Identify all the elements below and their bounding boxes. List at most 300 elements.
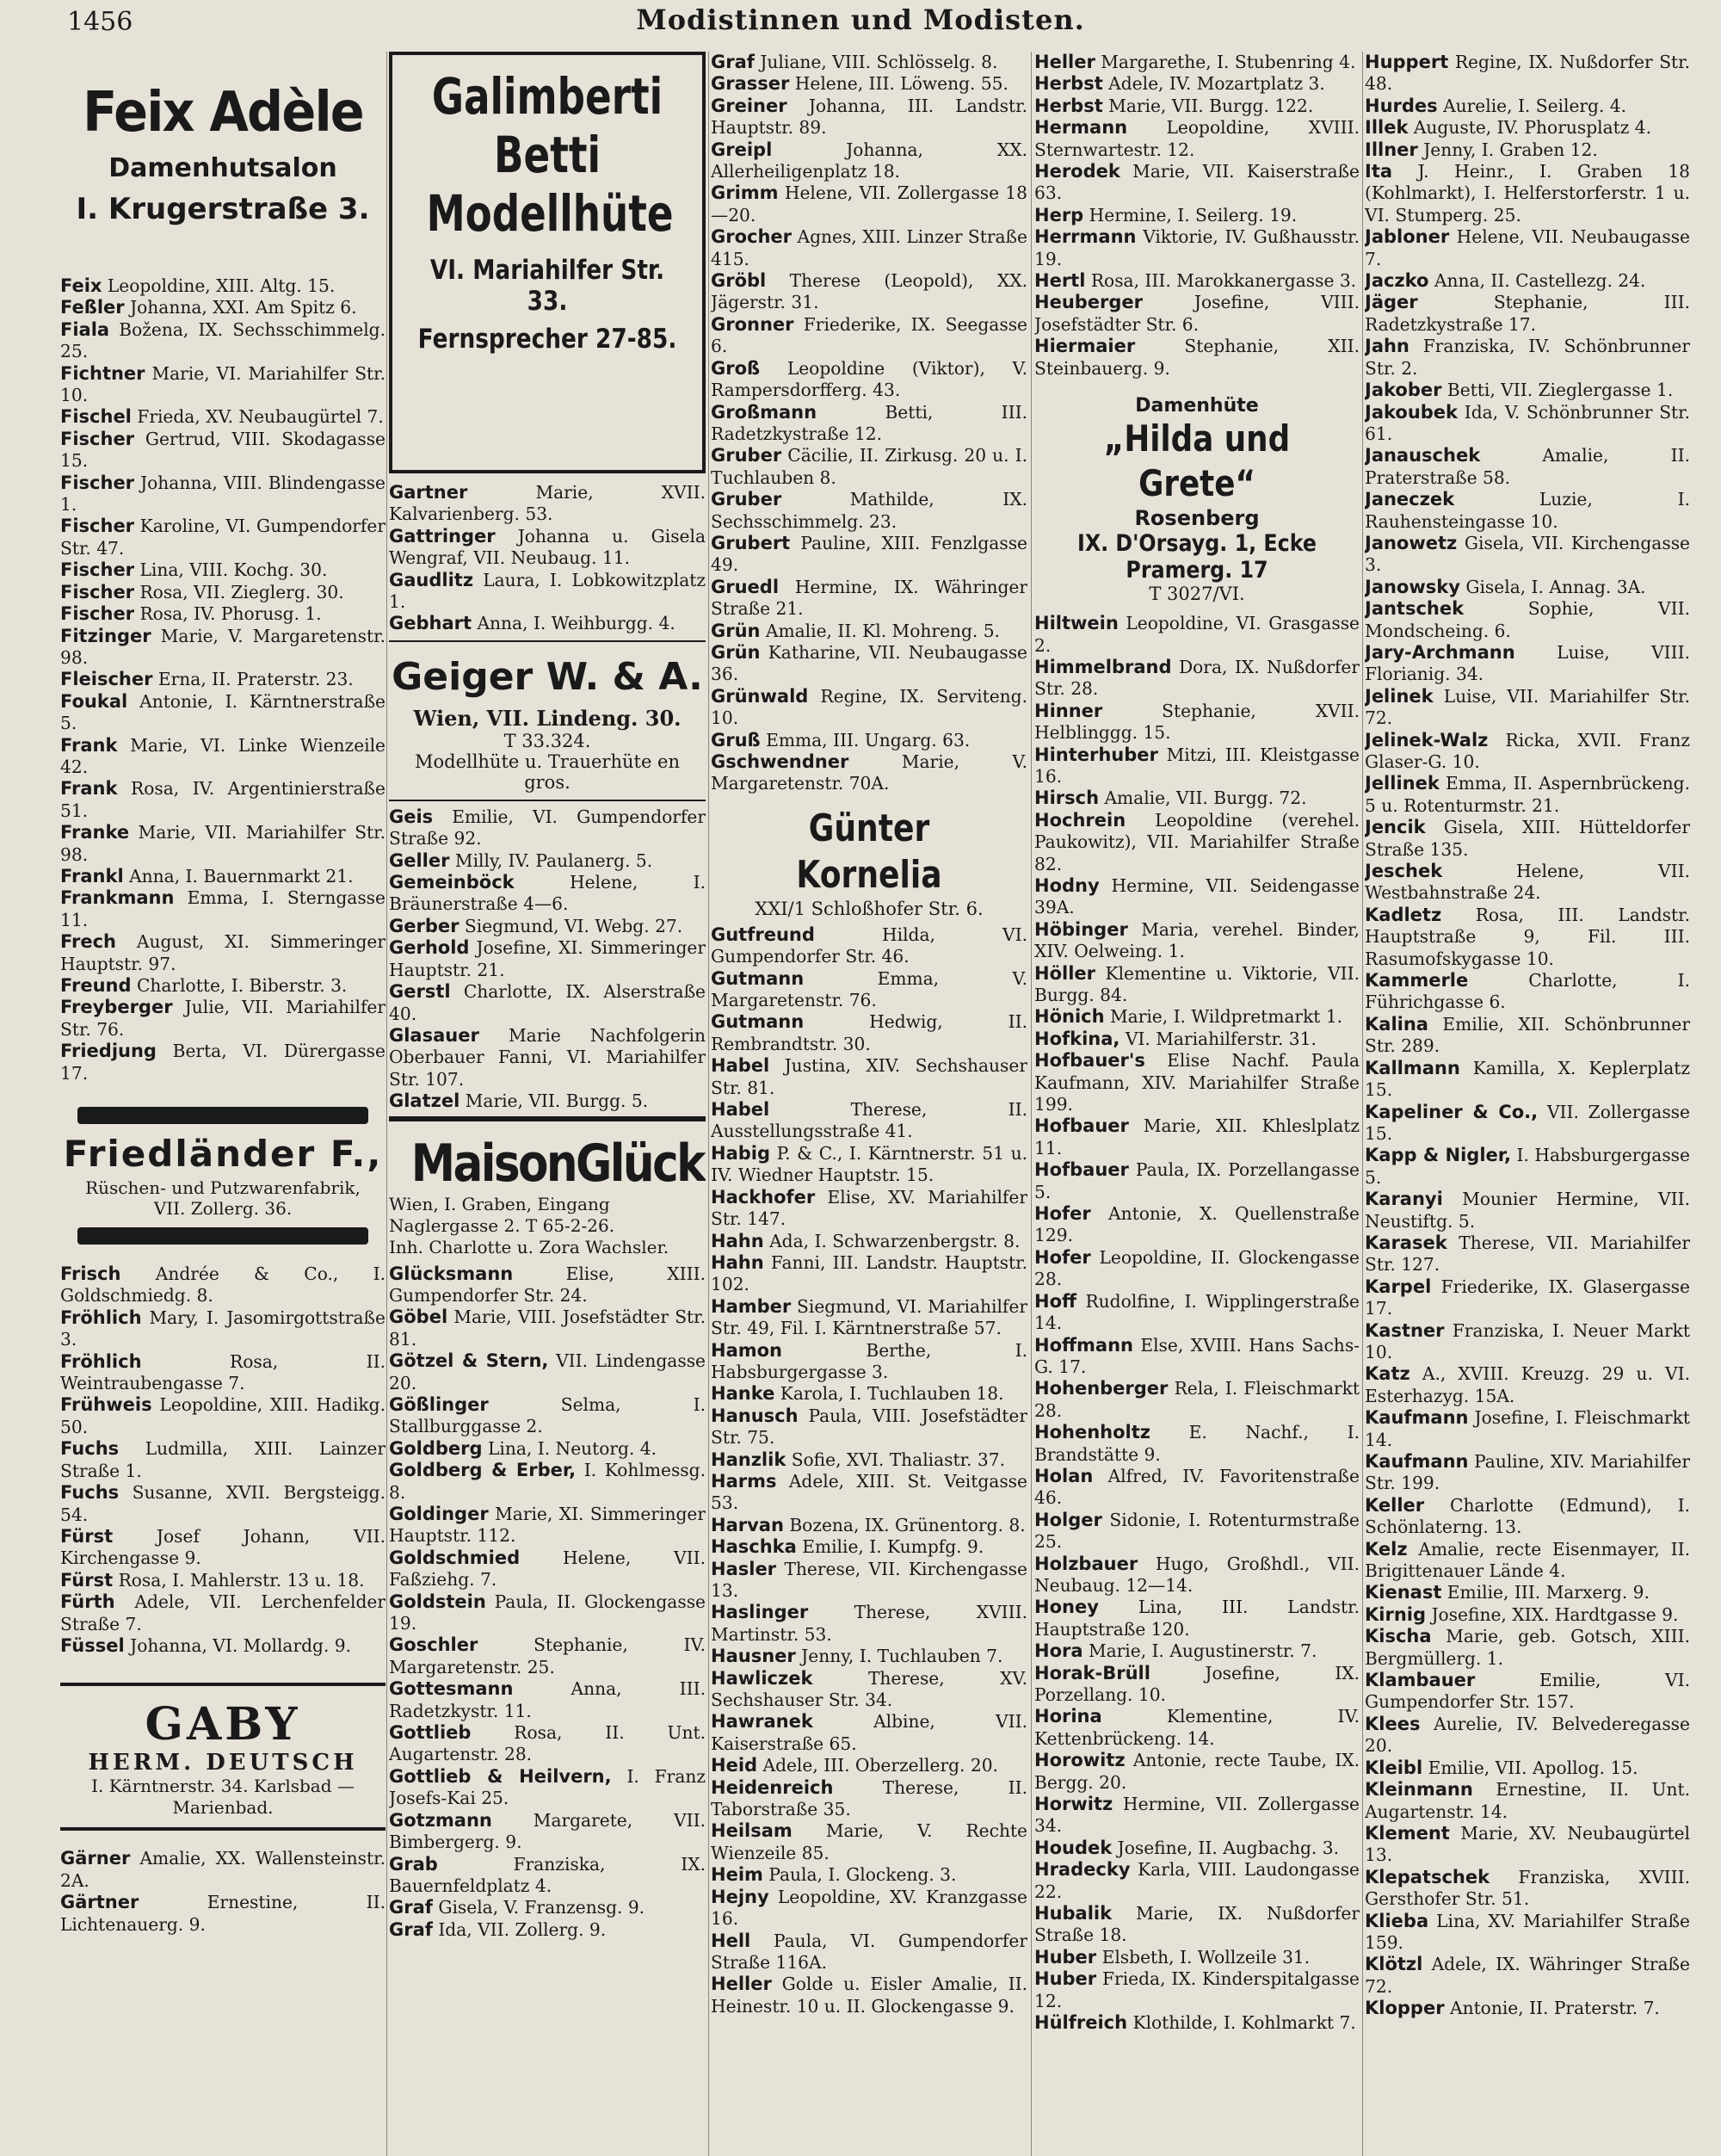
ad-geiger-tel: T 33.324. [503, 730, 591, 751]
entry-address: Emilie, VI. Gumpendorfer Str. 157. [1365, 1670, 1690, 1713]
entry-name: Höbinger [1034, 918, 1128, 940]
entry-address: Amalie, II. Kl. Mohreng. 5. [765, 620, 1000, 641]
directory-entry [1365, 1320, 1690, 1364]
entry-name: Hofer [1034, 1203, 1091, 1225]
directory-entry [711, 139, 1027, 183]
directory-entry [711, 621, 1027, 642]
entry-address: Margarethe, I. Stubenring 4. [1101, 52, 1356, 72]
ad-hilda-addr: IX. D'Orsayg. 1, Ecke Pramerg. 17 [1076, 530, 1317, 584]
entry-name: Kischa [1365, 1626, 1432, 1647]
entry-address: Frieda, IX. Kinderspitalgasse 12. [1034, 1968, 1360, 2011]
entry-name: Fitzinger [60, 625, 151, 646]
entry-name: Klötzl [1365, 1954, 1423, 1975]
entry-list [1034, 613, 1360, 2034]
entry-address: Helene, VII. Zollergasse 18—20. [711, 182, 1027, 225]
directory-entry [1365, 861, 1690, 905]
entry-name: Jakoubek [1365, 401, 1459, 423]
entry-name: Fischer [60, 428, 135, 449]
entry-name: Kastner [1365, 1319, 1445, 1341]
entry-address: Mitzi, III. Kleistgasse 16. [1034, 744, 1360, 787]
entry-address: Stephanie, XII. Steinbauerg. 9. [1034, 336, 1360, 379]
entry-address: Emma, III. Ungarg. 63. [766, 729, 971, 751]
ad-geiger-line1: Wien, VII. Lindeng. 30. [413, 705, 682, 731]
column-4 [1034, 52, 1360, 2156]
column-2 [389, 52, 706, 2156]
entry-address: Therese, II. Taborstraße 35. [711, 1776, 1027, 1820]
entry-name: Freund [60, 975, 132, 996]
entry-name: Hofbauer's [1034, 1050, 1145, 1072]
directory-entry [1034, 744, 1360, 788]
entry-address: Agnes, XIII. Linzer Straße 415. [711, 226, 1027, 269]
directory-entry [60, 1482, 386, 1526]
directory-entry [60, 691, 386, 735]
directory-entry [1034, 1050, 1360, 1115]
directory-entry [711, 924, 1027, 968]
entry-address: Justina, XIV. Sechshauser Str. 81. [711, 1055, 1027, 1098]
entry-name: Großmann [711, 401, 817, 423]
entry-name: Gaudlitz [389, 569, 474, 590]
directory-entry [60, 406, 386, 428]
directory-entry [1034, 161, 1360, 205]
entry-address: Marie, VII. Mariahilfer Str. 98. [60, 822, 386, 865]
entry-address: P. & C., I. Kärntnerstr. 51 u. IV. Wiedner Hauptstr. 15. [711, 1142, 1027, 1186]
entry-name: Kaufmann [1365, 1407, 1469, 1429]
entry-address: Paula, I. Glockeng. 3. [768, 1864, 957, 1886]
entry-name: Hejny [711, 1886, 769, 1907]
entry-name: Heller [1034, 52, 1095, 72]
entry-address: Ida, VII. Zollerg. 9. [438, 1918, 607, 1940]
entry-address: Rosa, III. Landstr. Hauptstraße 9, Fil. III. Rasumofskygasse 10. [1365, 904, 1690, 969]
entry-name: Friedjung [60, 1041, 157, 1062]
entry-address: Marie, VII. Kaiserstraße 63. [1034, 161, 1360, 204]
directory-entry [1034, 73, 1360, 95]
directory-entry [389, 613, 706, 634]
entry-name: Heid [711, 1755, 758, 1776]
entry-name: Grimm [711, 182, 779, 204]
entry-name: Kallmann [1365, 1057, 1460, 1078]
entry-address: Mathilde, IX. Sechsschimmelg. 23. [711, 489, 1027, 532]
directory-entry [711, 642, 1027, 686]
directory-entry [711, 1820, 1027, 1864]
entry-name: Jellinek [1365, 773, 1440, 794]
directory-entry [1034, 657, 1360, 701]
entry-address: Rela, I. Fleischmarkt 28. [1034, 1378, 1360, 1421]
entry-list [1365, 52, 1690, 2020]
entry-address: Rudolfine, I. Wipplingerstraße 14. [1034, 1290, 1360, 1334]
entry-address: Franziska, I. Neuer Markt 10. [1365, 1319, 1690, 1362]
entry-name: Gruedl [711, 576, 780, 597]
directory-entry [389, 872, 706, 916]
entry-name: Frühweis [60, 1394, 152, 1416]
directory-entry [711, 1011, 1027, 1055]
entry-name: Gattringer [389, 525, 496, 547]
entry-address: Stephanie, XVII. Helblinggg. 15. [1034, 700, 1360, 744]
entry-name: Holger [1034, 1509, 1102, 1530]
entry-address: Leopoldine, II. Glockengasse 28. [1034, 1246, 1360, 1290]
entry-address: Kamilla, X. Keplerplatz 15. [1365, 1057, 1690, 1101]
entry-list [60, 1263, 386, 1657]
directory-entry [1365, 1954, 1690, 1998]
entry-address: Hermine, VII. Seidengasse 39A. [1034, 874, 1360, 918]
entry-name: Gerber [389, 915, 460, 936]
entry-name: Fürst [60, 1569, 114, 1591]
entry-name: Heuberger [1034, 292, 1144, 313]
entry-name: Gemeinböck [389, 872, 515, 893]
ad-gaby-sub: HERM. DEUTSCH [88, 1750, 358, 1776]
directory-entry [1034, 1422, 1360, 1466]
entry-name: Fiala [60, 318, 110, 340]
entry-name: Hahn [711, 1230, 764, 1251]
entry-address: Marie, VII. Burgg. 5. [465, 1090, 649, 1112]
directory-entry [1034, 226, 1360, 270]
directory-entry [1365, 1582, 1690, 1603]
entry-address: Emma, I. Sterngasse 11. [60, 887, 386, 930]
directory-entry [1034, 96, 1360, 117]
directory-entry [60, 429, 386, 473]
entry-address: Karoline, VI. Gumpendorfer Str. 47. [60, 516, 386, 559]
entry-name: Kaufmann [1365, 1451, 1469, 1472]
entry-name: Glasauer [389, 1024, 479, 1046]
entry-name: Graf [711, 52, 755, 72]
directory-entry [711, 686, 1027, 730]
entry-address: Marie Nachfolgerin Oberbauer Fanni, VI. Mariahilfer Str. 107. [389, 1024, 706, 1090]
entry-name: Herodek [1034, 161, 1120, 182]
entry-address: Helene, III. Löweng. 55. [794, 73, 1009, 95]
entry-address: I. Franz Josefs-Kai 25. [389, 1765, 706, 1809]
directory-entry [1034, 1466, 1360, 1510]
entry-address: Antonie, X. Quellenstraße 129. [1034, 1203, 1360, 1246]
entry-name: Höller [1034, 962, 1095, 984]
entry-address: Laura, I. Lobkowitzplatz 1. [389, 569, 706, 613]
directory-entry [60, 516, 386, 559]
directory-entry [1034, 1115, 1360, 1159]
directory-entry [1034, 117, 1360, 161]
directory-entry [711, 1777, 1027, 1821]
ad-geiger-line2: Modellhüte u. Trauerhüte en gros. [414, 751, 681, 793]
entry-name: Goldschmied [389, 1547, 521, 1568]
entry-address: Pauline, XIV. Mariahilfer Str. 199. [1365, 1451, 1690, 1494]
entry-name: Jeschek [1365, 861, 1443, 882]
entry-name: Hanke [711, 1383, 775, 1405]
entry-address: Viktorie, IV. Gußhausstr. 19. [1034, 226, 1360, 269]
ad-galimberti-tel: Fernsprecher 27-85. [417, 324, 677, 355]
directory-entry [711, 445, 1027, 489]
entry-name: Hiltwein [1034, 613, 1119, 634]
directory-entry [1365, 1363, 1690, 1407]
entry-name: Hirsch [1034, 788, 1100, 809]
entry-name: Hofer [1034, 1246, 1091, 1268]
entry-name: Franke [60, 822, 130, 843]
entry-address: Erna, II. Praterstr. 23. [157, 669, 354, 690]
entry-address: Marie, V. Margaretenstr. 98. [60, 625, 386, 668]
directory-entry [1034, 1335, 1360, 1379]
entry-name: Habig [711, 1142, 771, 1164]
entry-address: Klementine, IV. Kettenbrückeng. 14. [1034, 1706, 1360, 1749]
entry-address: Johanna, XX. Allerheiligenplatz 18. [711, 139, 1027, 182]
entry-name: Herbst [1034, 73, 1103, 95]
entry-address: Marie, VI. Mariahilfer Str. 10. [60, 362, 386, 406]
ad-maison-glueck [389, 1116, 706, 1263]
directory-entry [389, 1025, 706, 1090]
entry-name: Harvan [711, 1514, 784, 1535]
entry-name: Kleinmann [1365, 1779, 1473, 1801]
directory-entry [711, 1864, 1027, 1886]
entry-name: Kalina [1365, 1013, 1428, 1035]
entry-address: Emilie, I. Kumpfg. 9. [802, 1536, 984, 1558]
entry-name: Hahn [711, 1251, 764, 1273]
entry-address: Ida, V. Schönbrunner Str. 61. [1365, 401, 1690, 444]
directory-entry [711, 1602, 1027, 1646]
ad-guenter-line1: XXI/1 Schloßhofer Str. 6. [755, 898, 984, 919]
entry-address: Franziska, IX. Bauernfeldplatz 4. [389, 1853, 706, 1896]
entry-address: Elise, XIII. Gumpendorfer Str. 24. [389, 1263, 706, 1306]
ad-maison-line2: Inh. Charlotte u. Zora Wachsler. [389, 1236, 669, 1257]
entry-name: Klambauer [1365, 1670, 1476, 1691]
entry-name: Holan [1034, 1465, 1094, 1486]
entry-list [389, 806, 706, 1113]
directory-entry [1034, 1006, 1360, 1028]
directory-entry [1365, 336, 1690, 380]
entry-address: Marie, I. Augustinerstr. 7. [1088, 1640, 1317, 1662]
entry-name: Fischer [60, 603, 135, 625]
entry-address: Leopoldine, XVIII. Sternwartestr. 12. [1034, 117, 1360, 160]
entry-name: Hohenberger [1034, 1378, 1169, 1399]
entry-name: Klieba [1365, 1910, 1429, 1931]
entry-address: Josef Johann, VII. Kirchengasse 9. [60, 1525, 386, 1569]
directory-entry [711, 1340, 1027, 1384]
entry-name: Heller [711, 1974, 772, 1995]
entry-address: Marie, V. Margaretenstr. 70A. [711, 751, 1027, 794]
directory-entry [1034, 1597, 1360, 1640]
entry-address: Therese, VII. Mariahilfer Str. 127. [1365, 1232, 1690, 1276]
entry-address: Regine, IX. Serviteng. 10. [711, 685, 1027, 729]
entry-name: Frank [60, 778, 118, 800]
entry-name: Gutmann [711, 967, 805, 989]
directory-entry [711, 1143, 1027, 1187]
entry-name: Gebhart [389, 613, 472, 634]
directory-entry [389, 1897, 706, 1918]
entry-address: Emma, II. Aspernbrückeng. 5 u. Rotenturmstr. 21. [1365, 773, 1690, 816]
entry-address: Siegmund, VI. Mariahilfer Str. 49, Fil. I. Kärntnerstraße 57. [711, 1295, 1027, 1339]
entry-name: Fischer [60, 516, 135, 537]
directory-entry [389, 981, 706, 1025]
directory-entry [1365, 1407, 1690, 1451]
directory-entry [711, 96, 1027, 139]
ad-galimberti-addr: VI. Mariahilfer Str. 33. [429, 255, 665, 317]
entry-name: Klopper [1365, 1998, 1445, 2019]
entry-address: Susanne, XVII. Bergsteigg. 54. [60, 1482, 386, 1525]
entry-address: Mary, I. Jasomirgottstraße 3. [60, 1307, 386, 1350]
entry-name: Graf [389, 1918, 433, 1940]
entry-address: Ernestine, II. Lichtenauerg. 9. [60, 1892, 386, 1935]
entry-name: Graf [389, 1897, 433, 1918]
directory-entry [60, 931, 386, 975]
entry-address: Emilie, XII. Schönbrunner Str. 289. [1365, 1013, 1690, 1057]
directory-entry [711, 1646, 1027, 1667]
entry-name: Grubert [711, 532, 791, 553]
directory-entry [1365, 161, 1690, 226]
column-5 [1365, 52, 1690, 2156]
directory-entry [1034, 1859, 1360, 1903]
directory-entry [60, 1351, 386, 1395]
entry-name: Klees [1365, 1713, 1421, 1734]
entry-name: Haschka [711, 1536, 797, 1558]
ad-galimberti [389, 52, 706, 473]
entry-address: Marie, VII. Burgg. 122. [1108, 95, 1314, 116]
ad-geiger [389, 640, 706, 801]
entry-name: Houdek [1034, 1837, 1113, 1858]
entry-address: Anna, III. Radetzkystr. 11. [389, 1678, 706, 1721]
ad-gaby-line1: I. Kärntnerstr. 34. Karlsbad — [91, 1776, 355, 1797]
entry-address: Siegmund, VI. Webg. 27. [464, 915, 683, 936]
directory-entry [60, 669, 386, 690]
entry-name: Geller [389, 849, 450, 871]
entry-name: Kleibl [1365, 1757, 1423, 1778]
entry-name: Fürth [60, 1591, 115, 1613]
ad-gaby-line2: Marienbad. [172, 1797, 274, 1819]
entry-address: Amalie, VII. Burgg. 72. [1104, 788, 1307, 809]
entry-name: Herrmann [1034, 226, 1137, 248]
entry-name: Hell [711, 1930, 751, 1951]
entry-name: Goschler [389, 1634, 478, 1656]
ad-friedlaender-line2: VII. Zollerg. 36. [153, 1198, 293, 1220]
entry-name: Kapeliner & Co., [1365, 1101, 1539, 1122]
entry-name: Fischer [60, 472, 135, 493]
entry-list [60, 275, 386, 1084]
directory-entry [60, 1591, 386, 1635]
entry-name: Fürst [60, 1525, 114, 1547]
entry-address: Auguste, IV. Phorusplatz 4. [1413, 117, 1652, 139]
entry-address: Luise, VII. Mariahilfer Str. 72. [1365, 685, 1690, 729]
entry-name: Janowetz [1365, 532, 1458, 553]
entry-name: Karanyi [1365, 1189, 1443, 1210]
directory-entry [1365, 1626, 1690, 1670]
column-rule [1031, 52, 1032, 2156]
entry-address: Marie, IX. Nußdorfer Straße 18. [1034, 1903, 1360, 1946]
entry-address: Marie, VI. Linke Wienzeile 42. [60, 734, 386, 777]
directory-entry [1365, 598, 1690, 642]
entry-address: Charlotte, I. Biberstr. 3. [136, 975, 348, 996]
directory-entry [60, 1263, 386, 1307]
directory-entry [389, 1350, 706, 1394]
entry-address: Marie, XVII. Kalvarienberg. 53. [389, 482, 706, 525]
directory-entry [1365, 445, 1690, 489]
directory-entry [711, 1405, 1027, 1449]
directory-entry [389, 1854, 706, 1898]
directory-entry [1034, 1159, 1360, 1203]
entry-address: Aurelie, I. Seilerg. 4. [1443, 95, 1627, 116]
entry-name: Jencik [1365, 817, 1426, 838]
directory-entry [711, 1559, 1027, 1603]
entry-name: Gutfreund [711, 924, 815, 945]
entry-name: Gottlieb [389, 1722, 472, 1744]
entry-address: Pauline, XIII. Fenzlgasse 49. [711, 532, 1027, 576]
directory-entry [1365, 270, 1690, 292]
directory-entry [60, 1438, 386, 1482]
entry-address: Elise, XV. Mariahilfer Str. 147. [711, 1186, 1027, 1230]
entry-name: Gerstl [389, 981, 451, 1003]
directory-entry [60, 582, 386, 603]
directory-entry [711, 73, 1027, 95]
entry-address: Sofie, XVI. Thaliastr. 37. [791, 1449, 1005, 1470]
ad-gaby-name: GABY [145, 1698, 301, 1751]
entry-list [711, 52, 1027, 795]
entry-address: Marie, I. Wildpretmarkt 1. [1109, 1006, 1343, 1028]
entry-name: Fröhlich [60, 1350, 142, 1372]
entry-address: Josefine, XIX. Hardtgasse 9. [1431, 1603, 1679, 1625]
directory-entry [1034, 875, 1360, 919]
entry-address: Anna, I. Weihburgg. 4. [477, 613, 675, 634]
directory-entry [1034, 1029, 1360, 1050]
entry-address: Stephanie, III. Radetzkystraße 17. [1365, 292, 1690, 335]
directory-entry [389, 1678, 706, 1722]
directory-entry [60, 1394, 386, 1438]
entry-address: Elsbeth, I. Wollzeile 31. [1101, 1946, 1311, 1968]
directory-entry [60, 363, 386, 407]
directory-entry [711, 1536, 1027, 1558]
entry-address: Adele, III. Oberzellerg. 20. [762, 1755, 998, 1776]
entry-address: Paula, IX. Porzellangasse 5. [1034, 1159, 1360, 1202]
directory-entry [711, 1055, 1027, 1099]
directory-entry [389, 937, 706, 981]
entry-address: Aurelie, IV. Belvederegasse 20. [1365, 1713, 1690, 1757]
entry-name: Hodny [1034, 874, 1100, 896]
directory-entry [1365, 1779, 1690, 1823]
entry-name: Göbel [389, 1307, 448, 1328]
entry-address: Gisela, V. Franzensg. 9. [438, 1897, 645, 1918]
column-1 [60, 52, 386, 2156]
directory-entry [1365, 686, 1690, 730]
directory-entry [60, 1848, 386, 1892]
entry-address: Katharine, VII. Neubaugasse 36. [711, 641, 1027, 685]
ad-feix [60, 52, 386, 275]
entry-address: Hedwig, II. Rembrandtstr. 30. [711, 1011, 1027, 1054]
directory-entry [711, 1296, 1027, 1340]
entry-name: Himmelbrand [1034, 656, 1172, 677]
entry-address: August, XI. Simmeringer Hauptstr. 97. [60, 931, 386, 974]
directory-entry [1365, 117, 1690, 139]
ad-hilda-top: Damenhüte [1135, 395, 1259, 417]
entry-name: Holzbauer [1034, 1553, 1138, 1574]
ad-galimberti-line3: Modellhüte [426, 184, 674, 243]
entry-address: Adele, VII. Lerchenfelder Straße 7. [60, 1591, 386, 1634]
entry-address: Hermine, I. Seilerg. 19. [1089, 204, 1298, 225]
entry-address: VII. Lindengasse 20. [389, 1350, 706, 1393]
entry-name: Gotzmann [389, 1809, 492, 1831]
running-title: Modistinnen und Modisten. [636, 3, 1085, 36]
directory-entry [389, 1090, 706, 1112]
entry-address: Therese, II. Ausstellungsstraße 41. [711, 1099, 1027, 1142]
entry-name: Gronner [711, 313, 794, 335]
directory-entry [711, 314, 1027, 358]
ad-friedlaender-name: Friedländer F., [63, 1133, 383, 1176]
directory-entry [1365, 773, 1690, 817]
directory-entry [389, 1460, 706, 1504]
entry-name: Hofbauer [1034, 1115, 1129, 1137]
entry-list [389, 1263, 706, 1942]
entry-address: Friederike, IX. Seegasse 6. [711, 313, 1027, 357]
entry-name: Hasler [711, 1558, 777, 1579]
directory-entry [1365, 1604, 1690, 1626]
entry-address: Bozena, IX. Grünentorg. 8. [789, 1514, 1026, 1535]
directory-entry [1365, 489, 1690, 533]
directory-entry [711, 1231, 1027, 1252]
entry-address: Therese (Leopold), XX. Jägerstr. 31. [711, 270, 1027, 313]
entry-name: Habel [711, 1099, 770, 1121]
entry-name: Füssel [60, 1634, 125, 1656]
entry-address: Luise, VIII. Florianig. 34. [1365, 641, 1690, 685]
entry-address: Klementine u. Viktorie, VII. Burgg. 84. [1034, 962, 1360, 1005]
